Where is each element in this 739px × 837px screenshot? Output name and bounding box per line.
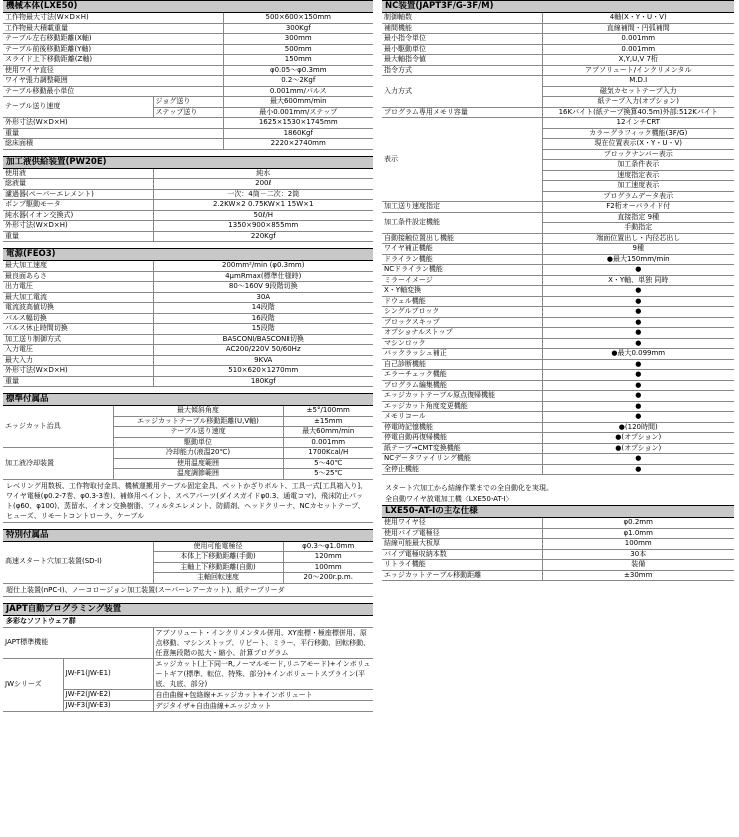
spec-label: テーブル前後移動距離(Y軸) (3, 44, 223, 55)
spec-label: ミラーイメージ (382, 275, 542, 286)
spec-value: ●(120時間) (542, 422, 734, 433)
table-row (3, 76, 373, 87)
spec-value: ● (542, 380, 734, 391)
spec-label: 最大傾斜角度 (113, 406, 283, 416)
spec-value: 0.001mm (283, 437, 373, 448)
table-row (382, 443, 734, 454)
spec-value: ● (542, 317, 734, 328)
table-row (382, 549, 734, 560)
table-row (382, 370, 734, 381)
left-column (3, 0, 373, 718)
section-title: LXE50-AT-Iの主な仕様 (382, 505, 734, 518)
group-label: JWシリーズ (3, 658, 63, 711)
spec-label: 表示 (382, 118, 542, 202)
table-row (3, 139, 373, 150)
spec-label: 冷却能力(液温20℃) (113, 448, 283, 459)
table-row (382, 212, 734, 223)
spec-label: 補間機能 (382, 23, 542, 34)
spec-label: 重量 (3, 128, 223, 139)
spec-value: AC200/220V 50/60Hz (153, 345, 373, 356)
table-row (3, 86, 373, 97)
japt-table (3, 628, 373, 712)
series-description: エッジカット(上下同一R,ノーマルモード,リニアモード)+インボリュートギア(標準、転位、特殊、部分)+インボリュートスプライン(平底、丸底、部分) (153, 658, 373, 689)
spec-label: ドウェル機能 (382, 296, 542, 307)
table-row (3, 261, 373, 271)
promo-block (382, 483, 734, 505)
special-accessories-table (3, 542, 373, 584)
table-row (382, 528, 734, 539)
spec-value: 紙テープ入力(オプション) (542, 97, 734, 108)
spec-label: JAPT標準機能 (3, 628, 153, 659)
standard-accessories-table (3, 406, 373, 480)
section-title: NC装置(JAPT3F/G-3F/M) (382, 0, 734, 13)
table-row (382, 412, 734, 423)
section-title: 加工液供給装置(PW20E) (3, 156, 373, 169)
spec-value: 500×600×150mm (223, 13, 373, 23)
table-row (382, 560, 734, 571)
table-row (3, 406, 373, 416)
spec-label: 最良面あらさ (3, 271, 153, 282)
table-row (382, 34, 734, 45)
spec-label: 停電自動再復帰機能 (382, 433, 542, 444)
spec-value: プログラムデータ表示 (542, 191, 734, 202)
spec-label: エッジカットテーブル移動距離(U,V軸) (113, 416, 283, 427)
spec-label: 制御軸数 (382, 13, 542, 23)
spec-value: 0.001mm (542, 34, 734, 45)
spec-value: 装備 (542, 560, 734, 571)
table-row (382, 349, 734, 360)
spec-value: φ1.0mm (542, 528, 734, 539)
section-nc-unit (382, 0, 734, 475)
spec-label: 濾過器(ペーパーエレメント) (3, 189, 153, 200)
spec-value: ● (542, 307, 734, 318)
spec-label: パイプ電極収納本数 (382, 549, 542, 560)
table-row (3, 448, 373, 459)
table-row (3, 231, 373, 242)
spec-label: ポンプ駆動モータ (3, 200, 153, 211)
table-row (382, 338, 734, 349)
series-name: JW-F3(JW-E3) (63, 700, 153, 711)
spec-value: 9KVA (153, 355, 373, 366)
spec-value: 300mm (223, 34, 373, 45)
spec-label: 使用液 (3, 169, 153, 179)
spec-value: 510×620×1270mm (153, 366, 373, 377)
spec-value: アブソリュート・インクリメンタル併用、XY座標・極座標併用、原点移動、マシンストップ、リピート、ミラー、平行移動、回転移動、任意無段階の拡大・縮小、計算プログラム (153, 628, 373, 659)
spec-value: 30本 (542, 549, 734, 560)
spec-label: 駆動単位 (113, 437, 283, 448)
spec-label: 使用温度範囲 (113, 458, 283, 469)
table-row (3, 542, 373, 552)
spec-value: 100mm (283, 562, 373, 573)
spec-label: X・Y軸変換 (382, 286, 542, 297)
spec-value: ● (542, 464, 734, 475)
spec-sublabel: ジョグ送り (153, 97, 223, 108)
spec-value: 12インチCRT (542, 118, 734, 129)
spec-value: 100mm (542, 539, 734, 550)
spec-value: 磁気カセットテープ入力 (542, 86, 734, 97)
spec-label: シングルブロック (382, 307, 542, 318)
spec-label: 電流波高値切換 (3, 303, 153, 314)
spec-label: 入力電圧 (3, 345, 153, 356)
spec-value: 0.001mm/パルス (223, 86, 373, 97)
spec-value: 500mm (223, 44, 373, 55)
spec-value: 直線補間・円弧補間 (542, 23, 734, 34)
table-row (3, 376, 373, 387)
table-row (382, 317, 734, 328)
spec-value: ●(オプション) (542, 433, 734, 444)
spec-label: 結線可能最大板厚 (382, 539, 542, 550)
section-title: JAPT自動プログラミング装置 (3, 603, 373, 616)
spec-value: 2220×2740mm (223, 139, 373, 150)
spec-label: 最大軸指令値 (382, 55, 542, 66)
spec-value: M.D.I (542, 76, 734, 87)
table-row (3, 628, 373, 659)
spec-value: 30A (153, 292, 373, 303)
table-row (3, 292, 373, 303)
table-row (3, 303, 373, 314)
spec-value: ±30mm (542, 570, 734, 581)
spec-label: パルス幅切換 (3, 313, 153, 324)
spec-value: 0.001mm (542, 44, 734, 55)
spec-value: ●最大0.099mm (542, 349, 734, 360)
table-row (3, 55, 373, 66)
spec-value: ● (542, 412, 734, 423)
spec-label: 最小指令単位 (382, 34, 542, 45)
spec-label: 外形寸法(W×D×H) (3, 221, 153, 232)
table-row (382, 380, 734, 391)
nc-spec-table (382, 13, 734, 475)
spec-value: 4μmRmax(標準仕様時) (153, 271, 373, 282)
spec-value: ブロックナンバー表示 (542, 149, 734, 160)
table-row (382, 464, 734, 475)
spec-label: 使用ワイヤ径 (382, 518, 542, 528)
spec-label: 最大入力 (3, 355, 153, 366)
spec-value: ±15mm (283, 416, 373, 427)
table-row (382, 422, 734, 433)
spec-value: 現在位置表示(X・Y・U・V) (542, 139, 734, 150)
group-label: 加工液冷却装置 (3, 448, 113, 480)
table-row (3, 658, 373, 689)
spec-label: 使用ワイヤ直径 (3, 65, 223, 76)
table-row (382, 76, 734, 87)
table-row (382, 107, 734, 118)
table-row (382, 254, 734, 265)
table-row (3, 23, 373, 34)
series-name: JW-F1(JW-E1) (63, 658, 153, 689)
spec-sublabel: ステップ送り (153, 107, 223, 118)
spec-value: 16Kバイト(紙テープ換算40.5m)外部:512Kバイト (542, 107, 734, 118)
spec-value: ● (542, 401, 734, 412)
machine-spec-table (3, 13, 373, 150)
spec-label: 出力電圧 (3, 282, 153, 293)
table-row (3, 282, 373, 293)
spec-value: ● (542, 338, 734, 349)
table-row (3, 34, 373, 45)
spec-label: 自動接触位置出し機能 (382, 233, 542, 244)
spec-value: 16段階 (153, 313, 373, 324)
spec-label: 最大加工速度 (3, 261, 153, 271)
spec-value: 1625×1530×1745mm (223, 118, 373, 129)
section-power-supply (3, 248, 373, 387)
table-row (3, 324, 373, 335)
spec-label: バックラッシュ補正 (382, 349, 542, 360)
section-japt (3, 603, 373, 712)
power-spec-table (3, 261, 373, 387)
spec-label: パルス休止時間切換 (3, 324, 153, 335)
spec-label: NCドライラン機能 (382, 265, 542, 276)
spec-value: 速度指定表示 (542, 170, 734, 181)
spec-label: 重量 (3, 376, 153, 387)
spec-value: 300Kgf (223, 23, 373, 34)
spec-value: φ0.3～φ1.0mm (283, 542, 373, 552)
spec-value: 最大60mm/min (283, 427, 373, 438)
group-label: エッジカット治具 (3, 406, 113, 448)
spec-label: エラーチェック機能 (382, 370, 542, 381)
special-accessories-note: 超仕上装置(nPC-I)、ノーコロージョン加工装置(スーパーレアーカット)、紙テープリーダ (3, 584, 373, 597)
section-fluid-supply (3, 156, 373, 243)
spec-value: 80～160V 9段階切換 (153, 282, 373, 293)
fluid-spec-table (3, 169, 373, 243)
spec-label: エッジカットテーブル原点復帰機能 (382, 391, 542, 402)
spec-value: ● (542, 370, 734, 381)
table-row (382, 23, 734, 34)
spec-label: エッジカット角度変更機能 (382, 401, 542, 412)
spec-value: 直接指定 9種 (542, 212, 734, 223)
spec-label: プログラム専用メモリ容量 (382, 107, 542, 118)
spec-label: リトライ機能 (382, 560, 542, 571)
spec-label: 温度調節範囲 (113, 469, 283, 480)
spec-label: 使用パイプ電極径 (382, 528, 542, 539)
section-standard-accessories (3, 393, 373, 523)
table-row (3, 221, 373, 232)
spec-value: 5～40℃ (283, 458, 373, 469)
section-title: 電源(FEO3) (3, 248, 373, 261)
spec-value: 180Kgf (153, 376, 373, 387)
spec-value: 手動指定 (542, 223, 734, 234)
spec-label: 最小駆動単位 (382, 44, 542, 55)
spec-value: 加工条件表示 (542, 160, 734, 171)
spec-label: ワイヤ補正機能 (382, 244, 542, 255)
table-row (382, 307, 734, 318)
spec-value: ● (542, 359, 734, 370)
spec-value: 0.2～2Kgf (223, 76, 373, 87)
spec-label: テーブル送り速度 (113, 427, 283, 438)
spec-label: テーブル左右移動距離(X軸) (3, 34, 223, 45)
table-row (3, 179, 373, 190)
spec-label: 本体上下移動距離(手動) (153, 552, 283, 563)
spec-label: 自己診断機能 (382, 359, 542, 370)
table-row (382, 518, 734, 528)
table-row (382, 118, 734, 129)
section-title: 機械本体(LXE50) (3, 0, 373, 13)
spec-label: マシンロック (382, 338, 542, 349)
spec-label: 最大加工電流 (3, 292, 153, 303)
spec-label: NCデータファイリング機能 (382, 454, 542, 465)
spec-label: テーブル送り速度 (3, 97, 153, 118)
table-row (3, 355, 373, 366)
spec-value: 20～200r.p.m. (283, 573, 373, 584)
standard-accessories-note: レベリング用数板、工作物取付金具、機械運搬用テーブル固定金具、ペットかざりボルト、工具一式[工具箱入り]、ワイヤ電極(φ0.2-7巻、φ0.3-3巻)、補修用ペイント、スペアパーツ(ダイスガイドφ0.3、通電コマ)、飛沫防止パット(φ60、φ100)、蒸留水、イオン交換樹脂、フィルタエレメント、防錆剤、ヘッドクリーナ、NCカセットテープ、ヒューズ、リモートコントローラ、ケーブル (3, 480, 373, 523)
spec-label: 総床面積 (3, 139, 223, 150)
section-at-spec (382, 505, 734, 581)
spec-label: 純水器(イオン交換式) (3, 210, 153, 221)
spec-value: 200ℓ (153, 179, 373, 190)
table-row (3, 271, 373, 282)
spec-label: 主軸上下移動距離(自動) (153, 562, 283, 573)
spec-value: φ0.2mm (542, 518, 734, 528)
spec-label: 工作物最大積載重量 (3, 23, 223, 34)
spec-label: 全停止機能 (382, 464, 542, 475)
table-row (382, 539, 734, 550)
table-row (3, 65, 373, 76)
spec-value: アブソリュート/インクリメンタル (542, 65, 734, 76)
spec-label: 外形寸法(W×D×H) (3, 366, 153, 377)
table-row (3, 189, 373, 200)
table-row (382, 296, 734, 307)
section-subtitle: 多彩なソフトウェア群 (3, 616, 373, 628)
spec-value: ● (542, 391, 734, 402)
table-row (3, 13, 373, 23)
spec-value: 純水 (153, 169, 373, 179)
spec-value: 150mm (223, 55, 373, 66)
spec-value: ● (542, 454, 734, 465)
spec-label: 入力方式 (382, 76, 542, 108)
spec-label: 紙テープ→CMT変換機能 (382, 443, 542, 454)
at-spec-table (382, 518, 734, 581)
table-row (3, 200, 373, 211)
table-row (382, 244, 734, 255)
spec-label: 指令方式 (382, 65, 542, 76)
spec-label: 主軸回転速度 (153, 573, 283, 584)
table-row (3, 97, 373, 108)
spec-value: X・Y軸、単独 同時 (542, 275, 734, 286)
spec-label: 外形寸法(W×D×H) (3, 118, 223, 129)
spec-value: 120mm (283, 552, 373, 563)
section-title: 特別付属品 (3, 529, 373, 542)
table-row (3, 334, 373, 345)
spec-value: 15段階 (153, 324, 373, 335)
spec-label: オプショナルストップ (382, 328, 542, 339)
spec-label: スライド上下移動距離(Z軸) (3, 55, 223, 66)
spec-value: 50ℓ/H (153, 210, 373, 221)
table-row (382, 44, 734, 55)
table-row (3, 345, 373, 356)
spec-value: 一次：4筒－二次：2筒 (153, 189, 373, 200)
table-row (382, 433, 734, 444)
spec-label: エッジカットテーブル移動距離 (382, 570, 542, 581)
table-row (382, 55, 734, 66)
right-column (382, 0, 734, 587)
spec-value: BASCONⅠ/BASCONⅡ切換 (153, 334, 373, 345)
spec-value: ● (542, 296, 734, 307)
spec-value: 5～25℃ (283, 469, 373, 480)
spec-value: 200mm²/min (φ0.3mm) (153, 261, 373, 271)
spec-value: ±5°/100mm (283, 406, 373, 416)
spec-value: ● (542, 286, 734, 297)
spec-value: 1860Kgf (223, 128, 373, 139)
table-row (3, 313, 373, 324)
spec-label: 工作物最大寸法(W×D×H) (3, 13, 223, 23)
spec-label: テーブル移動最小単位 (3, 86, 223, 97)
spec-value: F2桁オーバライド付 (542, 202, 734, 213)
spec-value: 1700Kcal/H (283, 448, 373, 459)
spec-label: 重量 (3, 231, 153, 242)
section-machine-body (3, 0, 373, 150)
spec-label: 使用可能電極径 (153, 542, 283, 552)
table-row (382, 65, 734, 76)
promo-line-1: スタート穴加工から結線作業までの全自動化を実現。 (385, 484, 553, 492)
table-row (382, 13, 734, 23)
table-row (3, 366, 373, 377)
spec-value: X,Y,U,V 7桁 (542, 55, 734, 66)
spec-label: ブロックスキップ (382, 317, 542, 328)
series-description: 自由曲線+包絡線+エッジカット+インボリュート (153, 689, 373, 700)
spec-label: プログラム編集機能 (382, 380, 542, 391)
spec-value: 9種 (542, 244, 734, 255)
spec-value: 1350×900×855mm (153, 221, 373, 232)
series-description: デジタイザ+自由曲線+エッジカット (153, 700, 373, 711)
spec-value: 加工速度表示 (542, 181, 734, 192)
series-name: JW-F2(JW-E2) (63, 689, 153, 700)
spec-label: ワイヤ張力調整範囲 (3, 76, 223, 87)
table-row (382, 286, 734, 297)
spec-value: カラーグラフィック機能(3F/G) (542, 128, 734, 139)
spec-value: 最小0.001mm/ステップ (223, 107, 373, 118)
spec-label: 停電時記憶機能 (382, 422, 542, 433)
spec-value: ● (542, 328, 734, 339)
table-row (382, 454, 734, 465)
spec-value: φ0.05～φ0.3mm (223, 65, 373, 76)
spec-value: 端面位置出し・内径芯出し (542, 233, 734, 244)
group-label: 高速スタート穴加工装置(SD-I) (3, 542, 153, 584)
table-row (3, 210, 373, 221)
table-row (3, 44, 373, 55)
table-row (3, 128, 373, 139)
table-row (382, 359, 734, 370)
table-row (3, 118, 373, 129)
spec-value: 4軸(X・Y・U・V) (542, 13, 734, 23)
table-row (382, 202, 734, 213)
table-row (382, 391, 734, 402)
table-row (382, 265, 734, 276)
table-row (382, 570, 734, 581)
spec-label: 加工送り制御方式 (3, 334, 153, 345)
spec-label: メモリコール (382, 412, 542, 423)
spec-value: ● (542, 265, 734, 276)
spec-label: 加工送り速度指定 (382, 202, 542, 213)
table-row (382, 401, 734, 412)
table-row (3, 169, 373, 179)
spec-value: ●(オプション) (542, 443, 734, 454)
table-row (382, 233, 734, 244)
spec-value: 14段階 (153, 303, 373, 314)
spec-label: 加工条件設定機能 (382, 212, 542, 233)
spec-label: ドライラン機能 (382, 254, 542, 265)
promo-line-2: 全自動ワイヤ放電加工機〈LXE50-AT-I〉 (385, 495, 513, 503)
spec-value: 220Kgf (153, 231, 373, 242)
spec-value: 2.2KW×2 0.75KW×1 15W×1 (153, 200, 373, 211)
section-title: 標準付属品 (3, 393, 373, 406)
table-row (382, 275, 734, 286)
spec-value: ●最大150mm/min (542, 254, 734, 265)
section-special-accessories (3, 529, 373, 597)
table-row (382, 328, 734, 339)
spec-label: 総液量 (3, 179, 153, 190)
spec-value: 最大600mm/min (223, 97, 373, 108)
